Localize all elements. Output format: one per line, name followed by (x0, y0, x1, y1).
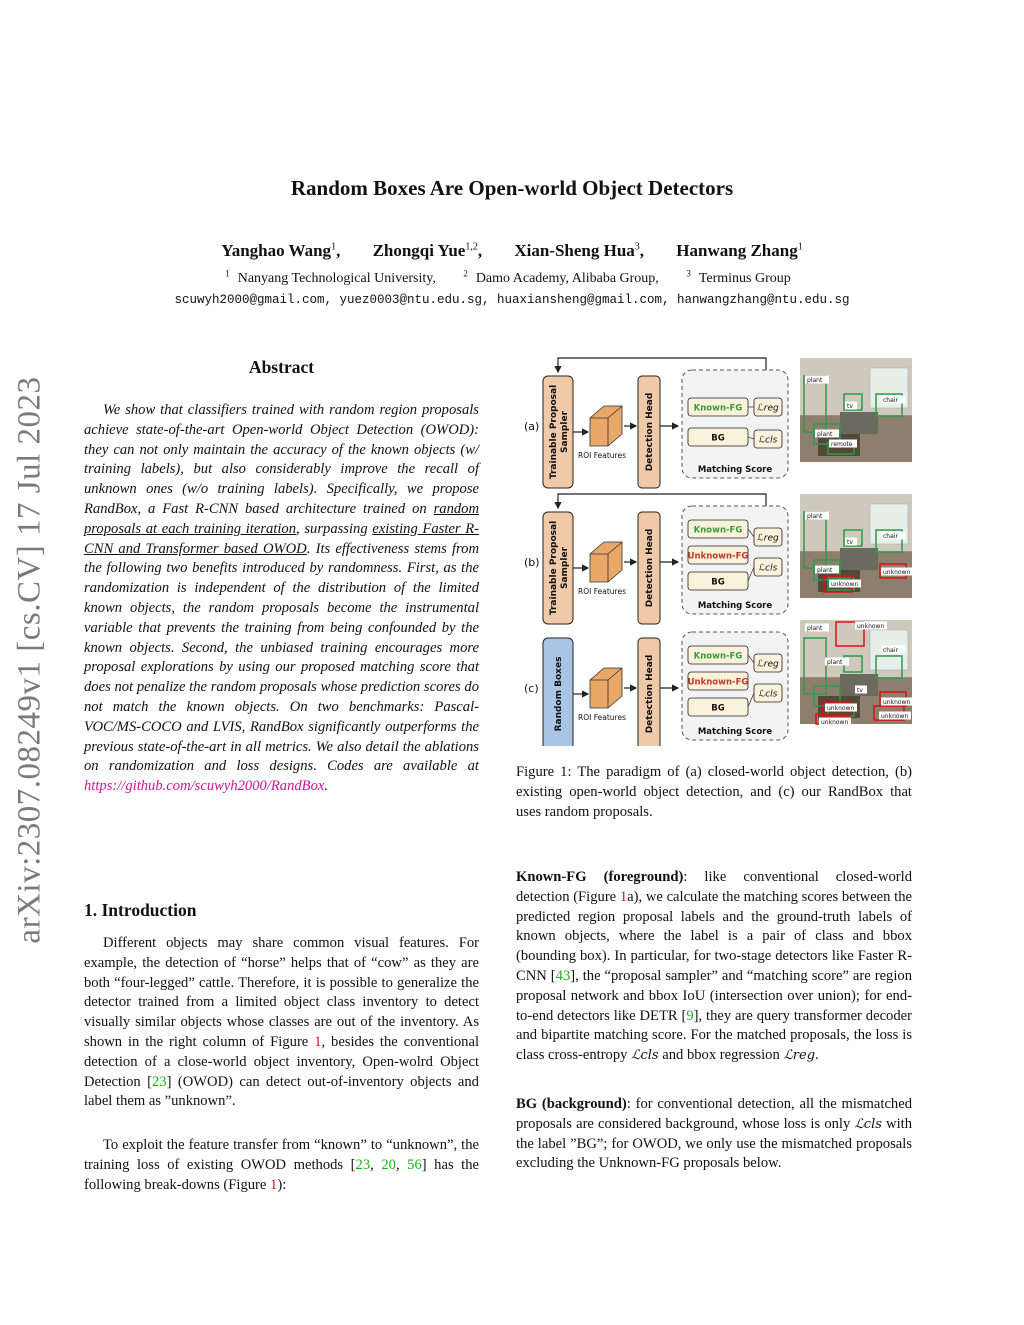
figure-ref[interactable]: 1 (270, 1176, 278, 1193)
author-emails: scuwyh2000@gmail.com, yuez0003@ntu.edu.sg, huaxiansheng@gmail.com, hanwangzhang@ntu.edu.sg (174, 293, 850, 307)
code-link[interactable]: https://github.com/scuwyh2000/RandBox (84, 778, 325, 795)
bbox-label: tv (847, 403, 853, 410)
loss-label: ℒreg (757, 659, 779, 670)
affiliation: $^1$ Nanyang Technological University, (225, 268, 436, 286)
matching-class-label: Unknown-FG (687, 551, 749, 562)
bbox-label: unknown (883, 569, 911, 576)
roi-label: ROI Features (578, 451, 626, 460)
paragraph-known-fg: Known-FG (foreground): like conventional closed-world detection (Figure 1a), we calculate the matching scores between the predicted region proposal labels and the ground-truth labels of known objects, where the label is a pair of class and bbox (bounding box). In particular, for two-stage detectors like Faster R-CNN [43], the “proposal sampler” and “matching score” are region proposal network and bbox IoU (intersection over union); for end-to-end detectors like DETR [9], they are query transformer decoder and bipartite matching score. For the matched proposals, the loss is class cross-entropy ℒcls and bbox regression ℒreg. (516, 869, 913, 1064)
author: Hanwang Zhang$^1$ (676, 241, 803, 260)
citation[interactable]: 23 (355, 1156, 371, 1173)
row-label: (a) (524, 420, 540, 433)
loss-label: ℒreg (757, 533, 779, 544)
roi-cube (590, 542, 622, 582)
figure-ref[interactable]: 1 (314, 1033, 322, 1050)
row-label: (b) (524, 556, 540, 569)
loss-label: ℒcls (758, 435, 778, 446)
matching-class-label: BG (711, 703, 725, 714)
figure-1 (516, 354, 912, 746)
bbox-label: chair (883, 533, 898, 540)
paragraph: To exploit the feature transfer from “known” to “unknown”, the training loss of existing OWOD methods [23, 20, 56] has the following break-downs (Figure 1): (84, 1137, 480, 1193)
paragraph-bg: BG (background): for conventional detection, all the mismatched proposals are considered background, whose loss is only ℒcls with the label ”BG”; for OWOD, we only use the mismatched proposals excluding the Unknown-FG proposals below. (516, 1096, 913, 1172)
bbox-label: tv (847, 539, 853, 546)
citation[interactable]: 23 (152, 1073, 167, 1090)
bbox-label: unknown (821, 719, 849, 726)
matching-score-label: Matching Score (697, 727, 773, 737)
bbox-label: tv (857, 687, 863, 694)
paper-title: Random Boxes Are Open-world Object Detectors (290, 176, 734, 200)
figure-row (524, 620, 912, 746)
bbox-label: unknown (881, 713, 909, 720)
citation[interactable]: 43 (555, 967, 571, 984)
row-label: (c) (524, 682, 539, 695)
figure-row (524, 358, 912, 488)
author: Yanghao Wang$^1$, (221, 241, 341, 260)
photo-sofa (840, 412, 878, 434)
detection-head-label: Detection Head (645, 392, 655, 472)
figure-row (524, 494, 912, 624)
affiliation: $^2$ Damo Academy, Alibaba Group, (463, 268, 659, 286)
loss-label: ℒcls (758, 689, 778, 700)
author: Zhongqi Yue$^{1,2}$, (372, 241, 483, 260)
matching-box (682, 370, 788, 478)
matching-class-label: Unknown-FG (687, 677, 749, 688)
bbox-label: plant (817, 567, 833, 574)
affiliations (0, 268, 1024, 287)
bbox-label: unknown (857, 623, 885, 630)
detection-head-label: Detection Head (645, 654, 655, 734)
roi-cube (590, 406, 622, 446)
section-heading: 1. Introduction (84, 900, 197, 920)
figure-caption: Figure 1: The paradigm of (a) closed-world object detection, (b) existing open-world object detection, and (c) our RandBox that uses random proposals. (516, 764, 912, 820)
detection-head-label: Detection Head (645, 528, 655, 608)
roi-label: ROI Features (578, 713, 626, 722)
bbox-label: plant (807, 513, 823, 520)
loss-label: ℒreg (757, 403, 779, 414)
bbox-label: remote (831, 441, 853, 448)
matching-score-label: Matching Score (697, 601, 773, 611)
roi-label: ROI Features (578, 587, 626, 596)
matching-class-label: Known-FG (693, 651, 743, 662)
matching-class-label: Known-FG (693, 403, 743, 414)
bbox-label: chair (883, 647, 898, 654)
abstract-body: We show that classifiers trained with random region proposals achieve state-of-the-art Open-world Object Detection (OWOD): they can not only maintain the accuracy of the known objects (w/ training labels), but also considerably improve the recall of unknown ones (w/o training labels). Specifically, we propose RandBox, a Fast R-CNN based architecture trained on random proposals at each training iteration, surpassing existing Faster R-CNN and Transformer based OWOD. Its effectiveness stems from the following two benefits introduced by randomness. First, as the randomization is independent of the distribution of the limited known objects, the random proposals become the instrumental variable that prevents the training from being confounded by the known objects. Second, the unbiased training encourages more proposal explorations by using our proposed matching score that does not penalize the random proposals whose prediction scores do not match the known objects. On two benchmarks: Pascal-VOC/MS-COCO and LVIS, RandBox significantly outperforms the previous state-of-the-art in all metrics. We also detail the ablations on randomization and loss designs. Codes are available at https://github.com/scuwyh2000/RandBox. (84, 402, 480, 795)
sampler-label: Trainable ProposalSampler (549, 520, 570, 616)
sampler-label: Random Boxes (554, 656, 564, 732)
bbox-label: plant (807, 377, 823, 384)
citation[interactable]: 9 (686, 1007, 694, 1024)
citation[interactable]: 56 (407, 1156, 422, 1173)
matching-class-label: BG (711, 577, 725, 588)
affiliation: $^3$ Terminus Group (686, 268, 791, 286)
paragraph: Different objects may share common visual features. For example, the detection of “horse” helps that of “cow” as they are both “four-legged” cattle. Therefore, it is possible to generalize the detector trained from a limited object class inventory to detect visually similar objects whose classes are out of the inventory. As shown in the right column of Figure 1, besides the conventional detection of a close-world object inventory, Open-wolrd Object Detection [23] (OWOD) can detect out-of-inventory objects and label them as ”unknown”. (84, 935, 479, 1110)
matching-class-label: Known-FG (693, 525, 743, 536)
bbox-label: unknown (831, 581, 859, 588)
bbox-label: unknown (883, 699, 911, 706)
roi-cube (590, 668, 622, 708)
citation[interactable]: 20 (381, 1156, 396, 1173)
matching-class-label: BG (711, 433, 725, 444)
bbox-label: unknown (827, 705, 855, 712)
arxiv-watermark: arXiv:2307.08249v1 [cs.CV] 17 Jul 2023 (11, 376, 48, 944)
bbox-label: plant (827, 659, 843, 666)
figure-ref[interactable]: 1 (619, 888, 628, 905)
bbox-label: plant (817, 431, 833, 438)
matching-score-label: Matching Score (697, 465, 773, 475)
sampler-label: Trainable ProposalSampler (549, 384, 570, 480)
loss-label: ℒcls (758, 563, 778, 574)
author-list (0, 241, 1024, 261)
photo-sofa (840, 548, 878, 570)
author: Xian-Sheng Hua$^3$, (514, 241, 645, 260)
bbox-label: plant (807, 625, 823, 632)
bbox-label: chair (883, 397, 898, 404)
abstract-heading: Abstract (248, 357, 315, 377)
